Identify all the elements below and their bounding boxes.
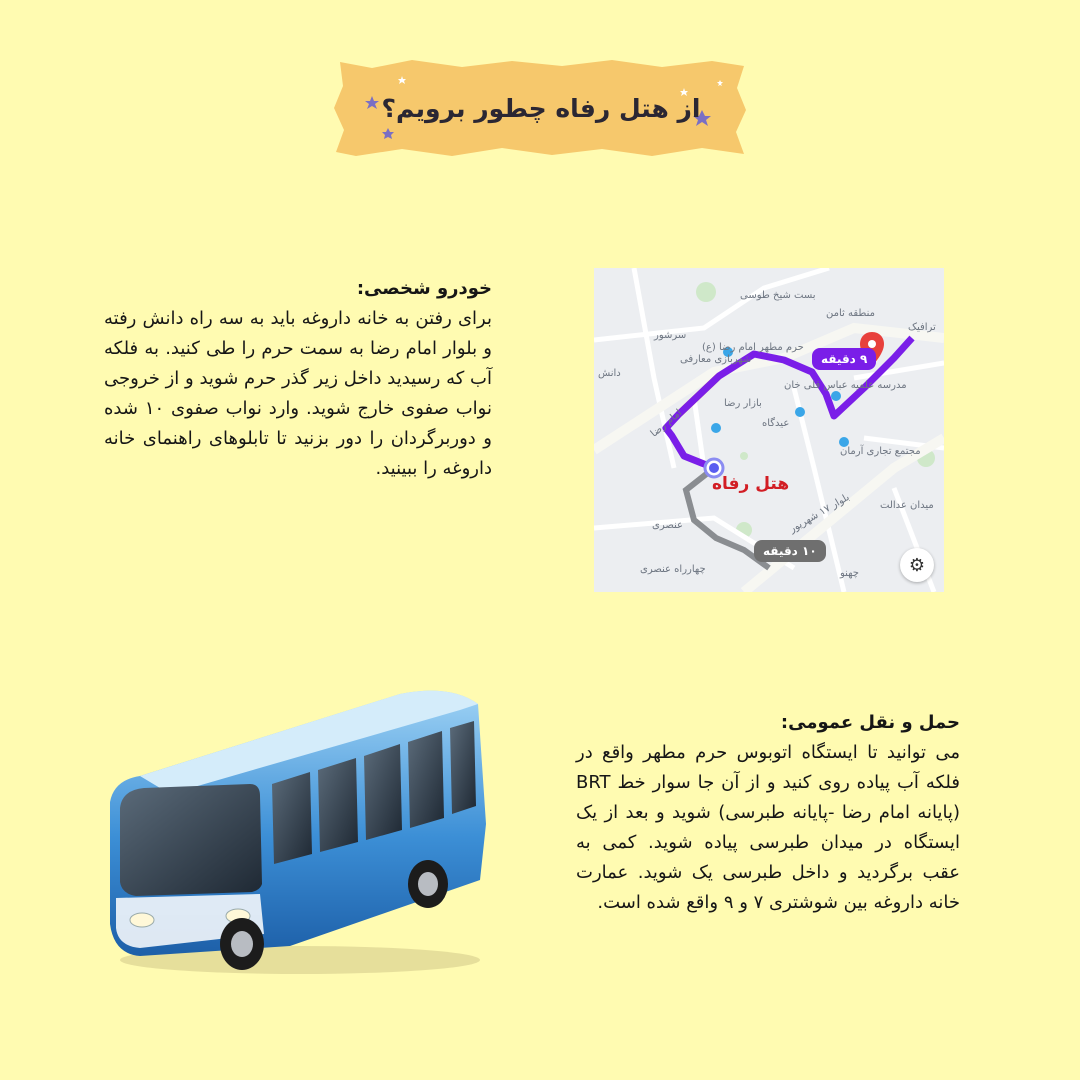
map-label: بست شیخ طوسی	[740, 290, 816, 301]
map-label: عیدگاه	[762, 418, 790, 429]
map-label: مجتمع تجاری آرمان	[840, 446, 921, 457]
map-label: دانش	[598, 368, 621, 379]
hotel-label: هتل رفاه	[712, 474, 790, 494]
map-label: شهربازی معارفی	[680, 354, 752, 365]
settings-gear-icon[interactable]: ⚙	[900, 548, 934, 582]
map-label: بازار رضا	[724, 398, 762, 409]
map-label: ترافیک	[908, 322, 936, 333]
bus-illustration	[100, 684, 490, 980]
car-section	[104, 274, 492, 484]
map-label: عنصری	[652, 520, 684, 531]
car-section-heading: خودرو شخصی:	[356, 278, 492, 299]
map-label: چهنو	[840, 568, 859, 579]
car-section-body: برای رفتن به خانه داروغه باید به سه راه دانش رفته و بلوار امام رضا به سمت حرم را طی کنید. به فلکه آب که رسیدید داخل زیر گذر حرم شوید و از خروجی نواب صفوی خارج شوید. وارد نواب صفوی ۱۰ شده و دوربرگردان را دور بزنید تا تابلوهای راهنمای خانه داروغه را ببینید.	[104, 308, 492, 479]
alt-route-time-badge[interactable]: ۱۰ دقیقه	[754, 540, 826, 562]
transit-section	[576, 708, 960, 918]
transit-section-body: می توانید تا ایستگاه اتوبوس حرم مطهر واقع در فلکه آب پیاده روی کنید و از آن جا سوار خط BRT (پایانه امام رضا -پایانه طبرسی) شوید و بعد از یک ایستگاه در میدان طبرسی پیاده شوید. کمی به عقب برگردید و داخل طبرسی یک شوید. عمارت خانه داروغه بین شوشتری ۷ و ۹ واقع شده است.	[576, 742, 960, 913]
route-time-badge[interactable]: ۹ دقیقه	[812, 348, 876, 370]
transit-section-heading: حمل و نقل عمومی:	[780, 712, 960, 733]
title-banner	[332, 58, 750, 158]
map-label: بلوار ۱۷ شهریور	[787, 491, 852, 536]
map-label: سرشور	[654, 330, 687, 341]
map-label: مدرسه علمیه عباس قلی خان	[784, 380, 907, 391]
page-title: از هتل رفاه چطور برویم؟	[381, 93, 701, 123]
route-map[interactable]	[594, 268, 944, 592]
map-label: حرم مطهر امام رضا (ع)	[702, 342, 804, 353]
map-label: منطقه ثامن	[826, 308, 875, 319]
map-label: میدان عدالت	[880, 500, 934, 511]
map-label: چهارراه عنصری	[640, 564, 706, 575]
bus-icon	[100, 684, 490, 980]
map-label: امام رضا	[648, 407, 685, 440]
